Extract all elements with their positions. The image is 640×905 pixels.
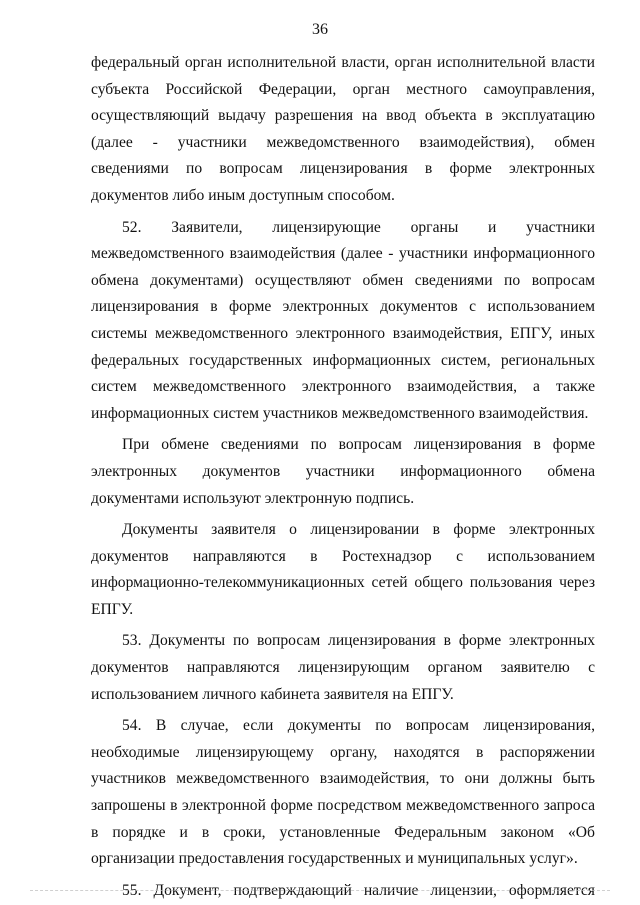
- paragraph-electronic-signature: При обмене сведениями по вопросам лицензирования в форме электронных документов участники информационного обмена документами используют электронную подпись.: [91, 436, 595, 507]
- page-number: 36: [312, 21, 328, 38]
- document-body: [91, 50, 595, 904]
- paragraph-54: 54. В случае, если документы по вопросам лицензирования, необходимые лицензирующему органу, находятся в распоряжении участников межведомственного взаимодействия, то они должны быть запрошены в электронной форме посредством межведомственного запроса в порядке и в сроки, установленные Федеральным законом «Об организации предоставления государственных и муниципальных услуг».: [91, 717, 595, 868]
- paragraph-continuation: федеральный орган исполнительной власти, орган исполнительной власти субъекта Российской Федерации, орган местного самоуправления, осуществляющий выдачу разрешения на ввод объекта в эксплуатацию (далее - участники межведомственного взаимодействия), обмен сведениями по вопросам лицензирования в форме электронных документов либо иным доступным способом.: [91, 54, 595, 204]
- paragraph-55: 55. Документ, подтверждающий наличие лицензии, оформляется: [122, 881, 595, 899]
- scan-edge-line: [30, 890, 610, 891]
- paragraph-52: 52. Заявители, лицензирующие органы и участники межведомственного взаимодействия (далее - участники информационного обмена документами) осуществляют обмен сведениями по вопросам лицензирования в форме электронных документов с использованием системы межведомственного электронного взаимодействия, ЕПГУ, иных федеральных государственных информационных систем, региональных систем межведомственного электронного взаимодействия, а также информационных систем участников межведомственного взаимодействия.: [91, 218, 595, 422]
- paragraph-53: 53. Документы по вопросам лицензирования в форме электронных документов направляются лицензирующим органом заявителю с использованием личного кабинета заявителя на ЕПГУ.: [91, 632, 595, 703]
- paragraph-applicant-documents: Документы заявителя о лицензировании в форме электронных документов направляются в Ростехнадзор с использованием информационно-телекоммуникационных сетей общего пользования через ЕПГУ.: [91, 521, 595, 618]
